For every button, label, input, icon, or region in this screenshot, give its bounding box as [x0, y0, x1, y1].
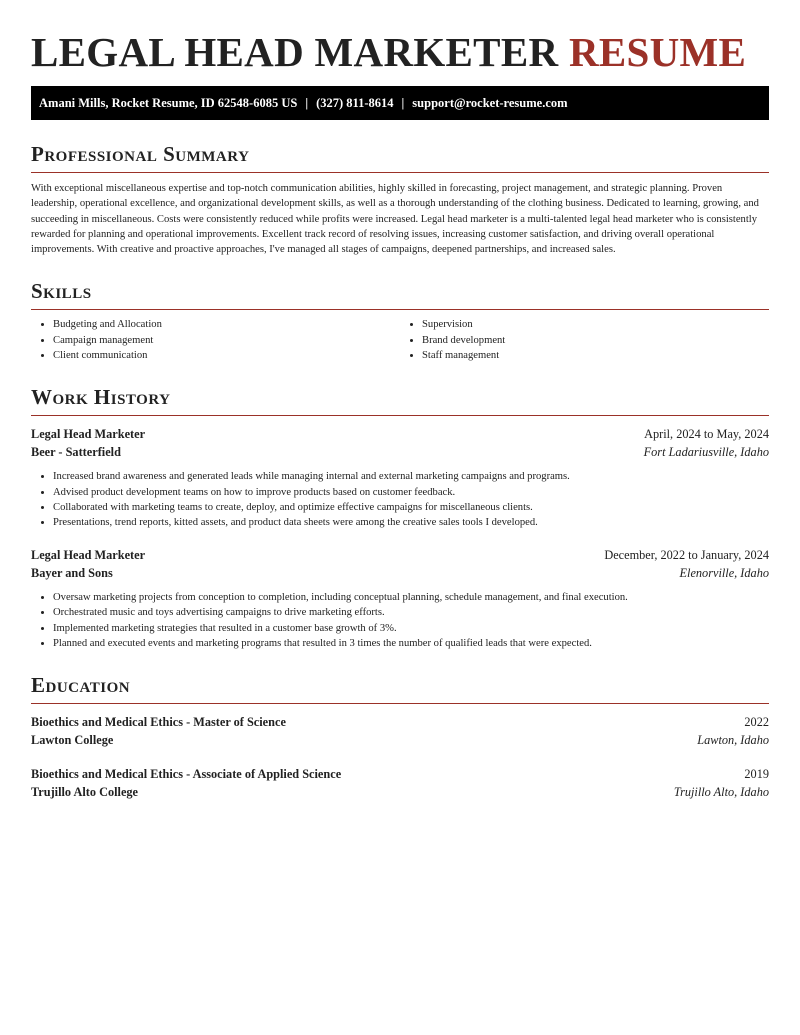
title-accent: RESUME	[568, 29, 747, 75]
education-entry	[31, 713, 769, 749]
job-dates: April, 2024 to May, 2024	[644, 427, 769, 442]
job-title: Legal Head Marketer	[31, 427, 146, 442]
skills-grid	[31, 317, 769, 363]
skills-heading: Skills	[31, 279, 769, 310]
job-bullets	[31, 590, 769, 651]
resume-title	[31, 30, 769, 74]
skill-item: • Brand development	[422, 333, 769, 348]
skill-item: • Campaign management	[53, 333, 400, 348]
job-bullet: • Planned and executed events and marketing programs that resulted in 3 times the number of qualified leads that were expected.	[53, 636, 769, 651]
job-bullet: • Increased brand awareness and generated leads while managing internal and external marketing campaigns and programs.	[53, 469, 769, 484]
job-header-row	[31, 425, 769, 443]
job-company-row	[31, 564, 769, 582]
job-bullet: • Presentations, trend reports, kitted assets, and product data sheets were among the creative sales tools I developed.	[53, 515, 769, 530]
skills-list-right	[400, 317, 769, 363]
job-title: Legal Head Marketer	[31, 548, 146, 563]
education-location: Trujillo Alto, Idaho	[673, 785, 769, 799]
contact-separator: |	[401, 95, 405, 110]
job-bullet: • Oversaw marketing projects from conception to completion, including conceptual planning, schedule management, and final execution.	[53, 590, 769, 605]
job-bullet: • Advised product development teams on how to improve products based on customer feedback.	[53, 485, 769, 500]
education-year: 2022	[744, 715, 769, 729]
work-history-heading: Work History	[31, 385, 769, 416]
skill-item: • Supervision	[422, 317, 769, 332]
job-company: Bayer and Sons	[31, 566, 113, 581]
summary-heading: Professional Summary	[31, 142, 769, 173]
education-degree-row	[31, 765, 769, 783]
skill-item: • Staff management	[422, 348, 769, 363]
education-degree-row	[31, 713, 769, 731]
job-company-row	[31, 443, 769, 461]
job-bullet: • Implemented marketing strategies that resulted in a customer base growth of 3%.	[53, 621, 769, 636]
contact-email: support@rocket-resume.com	[412, 95, 568, 110]
job-location: Elenorville, Idaho	[679, 566, 769, 581]
skill-item: • Budgeting and Allocation	[53, 317, 400, 332]
contact-bar	[31, 86, 769, 120]
education-school-row	[31, 783, 769, 801]
contact-name-location: Amani Mills, Rocket Resume, ID 62548-6085 US	[39, 95, 298, 110]
title-main: LEGAL HEAD MARKETER	[31, 29, 559, 75]
skill-item: • Client communication	[53, 348, 400, 363]
work-history-section	[31, 385, 769, 651]
skills-section	[31, 279, 769, 363]
contact-phone: (327) 811-8614	[316, 95, 394, 110]
job-entry	[31, 425, 769, 530]
summary-text: With exceptional miscellaneous expertise and top-notch communication abilities, highly skilled in forecasting, project management, and strategic planning. Proven leadership, operational excellence, and organizational development skills, as well as a thorough understanding of the clothing business. Dedicated to learning, growing, and succeeding in miscellaneous. Costs were consistently reduced while profits were increased. Legal head marketer is a multi-talented legal head marketer who is consistently rewarded for planning and operational improvements. Excellent track record of resolving issues, increasing customer satisfaction, and driving overall operational improvements. With creative and proactive approaches, I've managed all stages of campaigns, deepened partnerships, and increased sales.	[31, 183, 759, 256]
job-company: Beer - Satterfield	[31, 445, 121, 460]
education-entry	[31, 765, 769, 801]
education-location: Lawton, Idaho	[697, 733, 769, 747]
job-entry	[31, 546, 769, 651]
skills-list-left	[31, 317, 400, 363]
education-heading: Education	[31, 673, 769, 704]
education-school: Trujillo Alto College	[31, 785, 139, 799]
summary-section	[31, 142, 769, 257]
education-year: 2019	[744, 767, 769, 781]
job-header-row	[31, 546, 769, 564]
education-school: Lawton College	[31, 733, 114, 747]
job-bullets	[31, 469, 769, 530]
education-section	[31, 673, 769, 801]
job-location: Fort Ladariusville, Idaho	[643, 445, 769, 460]
education-degree: Bioethics and Medical Ethics - Associate of Applied Science	[31, 767, 342, 781]
education-degree: Bioethics and Medical Ethics - Master of Science	[31, 715, 286, 729]
education-school-row	[31, 731, 769, 749]
job-bullet: • Collaborated with marketing teams to create, deploy, and optimize effective campaigns for miscellaneous clients.	[53, 500, 769, 515]
job-bullet: • Orchestrated music and toys advertising campaigns to drive marketing efforts.	[53, 605, 769, 620]
contact-separator: |	[305, 95, 309, 110]
job-dates: December, 2022 to January, 2024	[604, 548, 769, 563]
